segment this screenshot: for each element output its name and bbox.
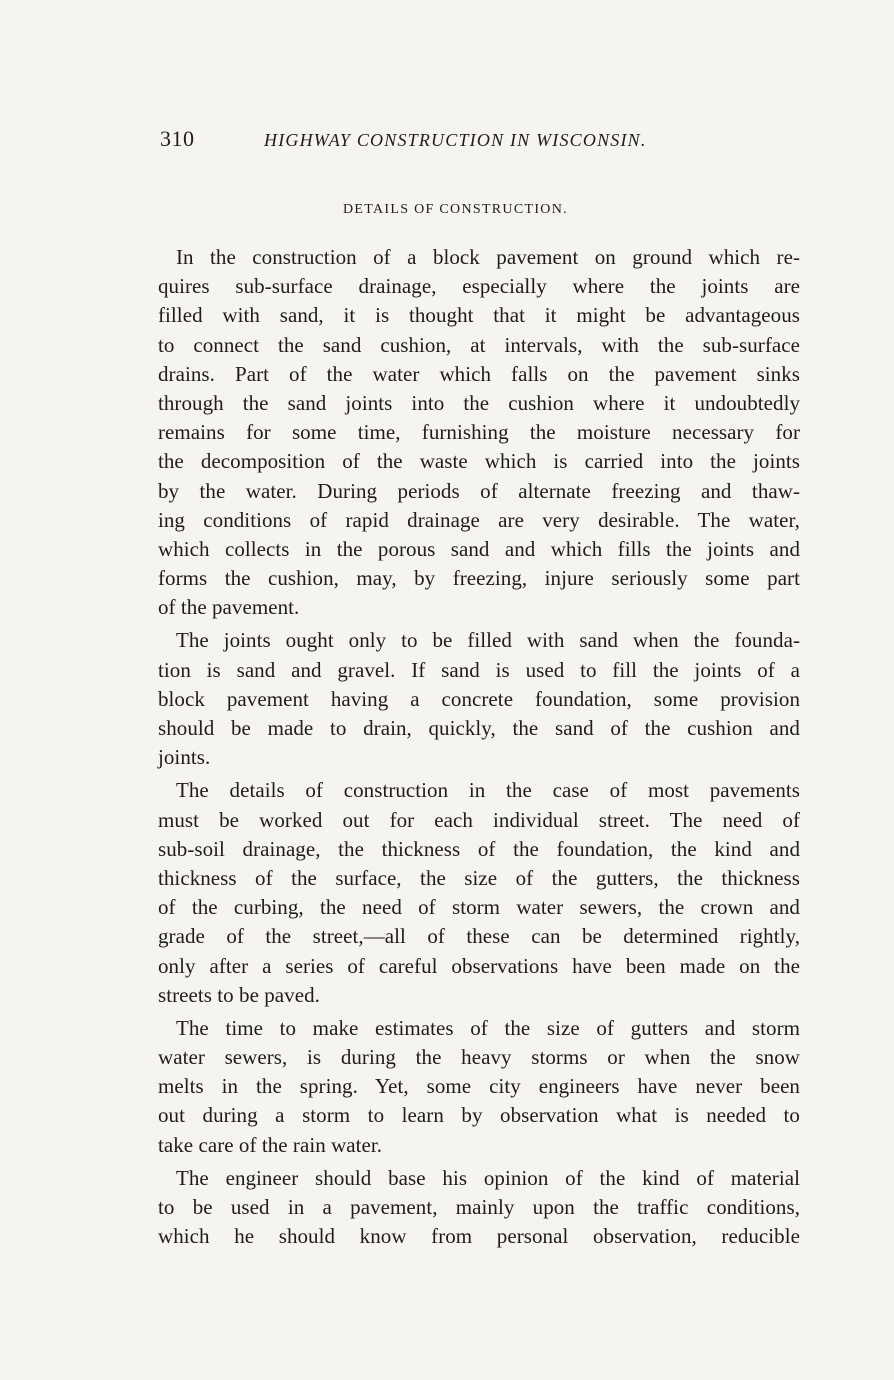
page-number: 310 [160,126,195,151]
text-line: joints. [158,745,211,770]
body-text [158,243,800,1251]
text-line: tion is sand and gravel. If sand is used to fill the joints of a [158,657,800,682]
running-title: HIGHWAY CONSTRUCTION IN WISCONSIN. [264,130,647,150]
text-line: filled with sand, it is thought that it might be advantageous [158,303,800,328]
text-line: melts in the spring. Yet, some city engineers have never been [158,1074,800,1099]
text-line: quires sub-surface drainage, especially where the joints are [158,274,800,299]
text-line: water sewers, is during the heavy storms or when the snow [158,1045,800,1070]
text-line: drains. Part of the water which falls on the pavement sinks [158,361,800,386]
paragraph-3 [158,776,800,1010]
text-line: of the curbing, the need of storm water sewers, the crown and [158,895,800,920]
text-line: The details of construction in the case of most pavements [176,778,800,803]
text-line: which he should know from personal observation, reducible [158,1224,800,1249]
text-line: streets to be paved. [158,982,320,1007]
text-line: take care of the rain water. [158,1132,383,1157]
paragraph-4 [158,1014,800,1160]
text-line: The time to make estimates of the size of gutters and storm [176,1015,800,1040]
text-line: should be made to drain, quickly, the sand of the cushion and [158,716,800,740]
text-line: only after a series of careful observations have been made on the [158,953,800,978]
text-line: to be used in a pavement, mainly upon the traffic conditions, [158,1195,800,1219]
text-line: The engineer should base his opinion of the kind of material [176,1165,800,1190]
paragraph-1 [158,243,800,622]
text-line: sub-soil drainage, the thickness of the foundation, the kind and [158,836,800,861]
text-line: of the pavement. [158,595,300,620]
text-line: which collects in the porous sand and which fills the joints and [158,536,800,561]
text-line: The joints ought only to be filled with sand when the founda- [176,628,800,653]
text-line: through the sand joints into the cushion where it undoubtedly [158,390,800,415]
text-line: remains for some time, furnishing the moisture necessary for [158,420,800,445]
page-header [160,126,720,156]
text-line: by the water. During periods of alternate freezing and thaw- [158,478,800,503]
text-line: out during a storm to learn by observation what is needed to [158,1103,800,1128]
text-line: ing conditions of rapid drainage are very desirable. The water, [158,507,800,532]
paragraph-5 [158,1164,800,1252]
paragraph-2 [158,626,800,772]
text-line: grade of the street,—all of these can be determined rightly, [158,924,800,949]
text-line: to connect the sand cushion, at intervals, with the sub-surface [158,332,800,357]
text-line: thickness of the surface, the size of the gutters, the thickness [158,865,800,890]
text-line: forms the cushion, may, by freezing, injure seriously some part [158,566,800,591]
section-heading: DETAILS OF CONSTRUCTION. [343,202,568,217]
text-line: In the construction of a block pavement on ground which re- [176,245,800,269]
text-line: must be worked out for each individual street. The need of [158,807,800,832]
text-line: the decomposition of the waste which is carried into the joints [158,449,800,474]
text-line: block pavement having a concrete foundation, some provision [158,686,800,711]
